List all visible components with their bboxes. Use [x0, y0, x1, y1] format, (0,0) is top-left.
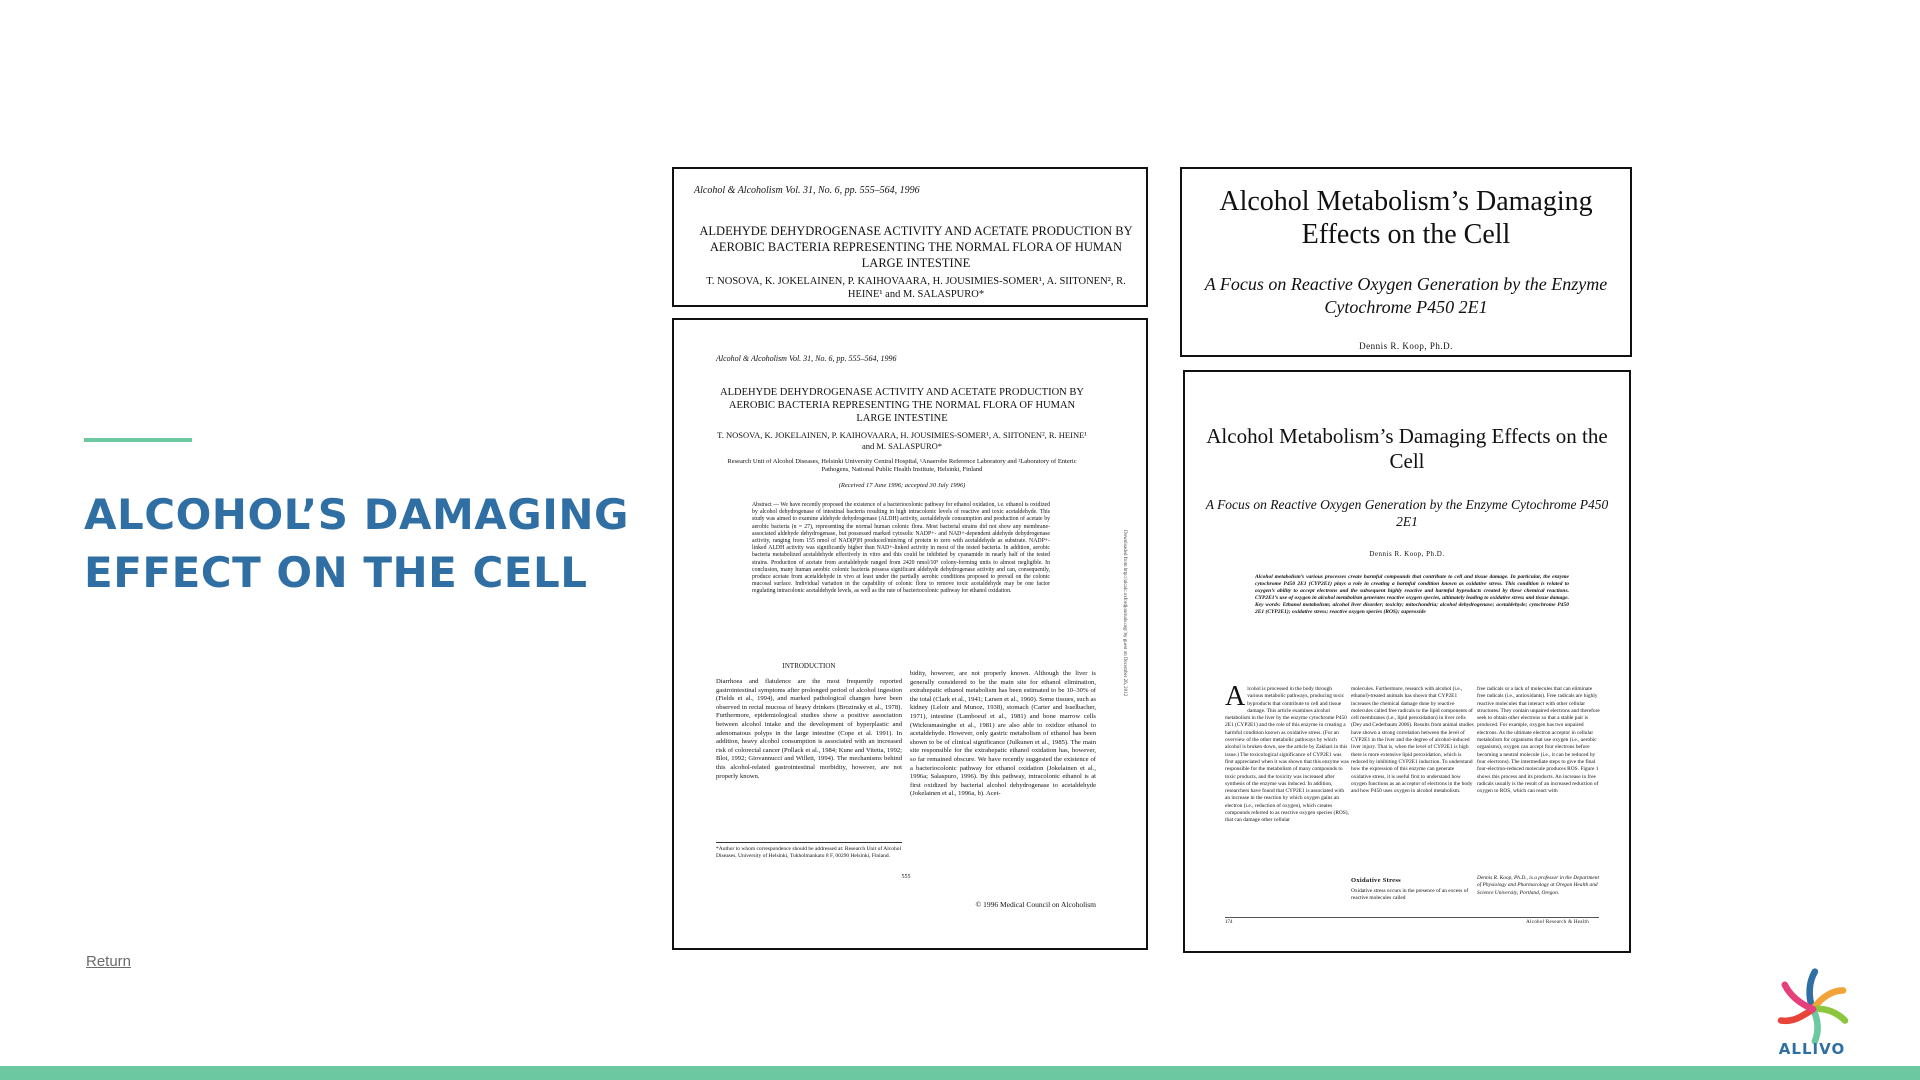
page-number: 555 [901, 874, 911, 880]
article-page-image-koop [1183, 370, 1631, 953]
return-link[interactable]: Return [86, 953, 132, 970]
journal-citation: Alcohol & Alcoholism Vol. 31, No. 6, pp. 555–564, 1996 [716, 354, 897, 363]
article-affiliation: Research Unit of Alcohol Diseases, Helsinki University Central Hospital, ¹Anaerobe Reference Laboratory and ²Laboratory of Enteric Pathogens, National Public Health Institute, Helsinki, Finland [727, 458, 1077, 473]
section-subheading: Oxidative Stress [1351, 877, 1401, 884]
article-abstract: Alcohol metabolism’s various processes create harmful compounds that contribute to cell and tissue damage. In particular, the enzyme cytochrome P450 2E1 (CYP2E1) plays a role in creating a harmful condition known as oxidative stress. This condition is related to oxygen’s ability to accept electrons and the subsequent highly reactive and harmful byproducts created by these chemical reactions. CYP2E1’s use of oxygen in alcohol metabolism generates reactive oxygen species, ultimately leading to oxidative stress and tissue damage. Key words: Ethanol metabolism; alcohol liver disorder; toxicity; mitochondria; alcohol dehydrogenase; acetaldehyde; cytochrome P450 2E1 (CYP2E1); oxidative stress; reactive oxygen species (ROS); superoxide [1255, 574, 1569, 615]
correspondence-footnote: *Author to whom correspondence should be addressed at: Research Unit of Alcohol Diseases, University of Helsinki, Tukholmankatu 8 F, 00290 Helsinki, Finland. [716, 842, 902, 860]
download-side-note: Downloaded from http://alcalc.oxfordjournals.org/ by guest on December 26, 2012 [1122, 530, 1127, 697]
journal-citation: Alcohol & Alcoholism Vol. 31, No. 6, pp. 555–564, 1996 [694, 185, 920, 196]
body-column-1-text: lcohol is processed in the body through various metabolic pathways, producing toxic byproducts that contribute to cell and tissue damage. This article examines alcohol metabolism in the liver by the enzyme cytochrome P450 2E1 (CYP2E1) and the role of this enzyme in creating a harmful condition known as oxidative stress. (For an overview of the other metabolic pathways by which alcohol is broken down, see the article by Zakhari in this issue.) The toxicological significance of CYP2E1 was first appreciated when it was shown that this enzyme was responsible for the metabolism of many compounds to toxic products, and the toxicity was increased after synthesis of the enzyme was induced. In addition, researchers have found that CYP2E1 is associated with an increase in the reaction by which oxygen gains an electron (i.e., reduction of oxygen), which creates compounds referred to as reactive oxygen species (ROS), that can damage other cellular [1225, 686, 1349, 824]
article-subtitle: A Focus on Reactive Oxygen Generation by the Enzyme Cytochrome P450 2E1 [1204, 274, 1608, 317]
article-title: ALDEHYDE DEHYDROGENASE ACTIVITY AND ACETATE PRODUCTION BY AEROBIC BACTERIA REPRESENTING THE NORMAL FLORA OF HUMAN LARGE INTESTINE [699, 224, 1133, 270]
article-header-image-koop [1180, 167, 1632, 357]
article-header-image-nosova [672, 167, 1148, 307]
article-received-dates: (Received 17 June 1996; accepted 30 July 1996) [838, 482, 966, 489]
article-abstract: Abstract — We have recently proposed the existence of a bacteriocolonic pathway for ethanol oxidation, i.e. ethanol is oxidized by alcohol dehydrogenase of intestinal bacteria resulting in high intracolonic levels of reactive and toxic acetaldehyde. This study was aimed to examine aldehyde dehydrogenase (ALDH) activity, acetaldehyde consumption and production of acetate by aerobic bacteria (n = 27), representing the normal human colonic flora. Most bacterial strains did not show any membrane-associated aldehyde dehydrogenase, but possessed marked cytosolic NADP+- and NAD+-dependent aldehyde dehydrogenase activity, ranging from 155 nmol of NAD(P)H produced/min/mg of protein to zero with acetaldehyde as substrate. NADP+-linked ALDH activity was significantly higher than NAD+-linked activity in most of the tested bacteria. In addition, aerobic bacteria metabolized acetaldehyde effectively in vitro and this could be inhibited by cyanamide in nearly half of the tested strains. Production of acetate from acetaldehyde ranged from 2420 nmol/10⁹ colony-forming units to almost negligible. In conclusion, many human aerobic colonic bacteria possess significant aldehyde dehydrogenase activity and can, consequently, produce acetate from acetaldehyde in vivo at least under the partially aerobic conditions proposed to prevail on the colonic mucosal surface. Individual variation in the capability of colonic flora to remove toxic acetaldehyde may be one factor regulating intracolonic acetaldehyde levels, as well as the rate of bacteriocolonic pathway for ethanol oxidation. [752, 502, 1050, 595]
drop-cap: A [1225, 681, 1246, 712]
section-heading: INTRODUCTION [782, 662, 836, 670]
article-author: Dennis R. Koop, Ph.D. [1369, 550, 1445, 558]
body-column-2: molecules. Furthermore, research with alcohol (i.e., ethanol)-treated animals has shown that CYP2E1 increases the chemical damage done by reactive molecules called free radicals to the lipid components of cell membranes (i.e., lipid peroxidation) in liver cells (Dey and Cederbaum 2006). Results from animal studies have shown a strong correlation between the level of CYP2E1 in the liver and the degree of alcohol-induced liver injury. That is, when the level of CYP2E1 is high there is more extensive lipid peroxidation, which is reduced by inhibiting CYP2E1 induction. To understand how the expression of this enzyme can generate oxidative stress, it is useful first to understand how oxygen functions as an acceptor of electrons in the body and how P450 uses oxygen in alcohol metabolism. [1351, 686, 1474, 795]
journal-footer: Alcohol Research & Health [1526, 920, 1589, 925]
slide-title: ALCOHOL’S DAMAGING EFFECT ON THE CELL [84, 490, 629, 597]
body-column-left: Diarrhoea and flatulence are the most frequently reported gastrointestinal symptoms after prolonged period of alcohol ingestion (Fields et al., 1994), and marked pathological changes have been observed in rectal mucosa of heavy drinkers (Brozinsky et al., 1978). Furthermore, epidemiological studies show a positive association between alcohol intake and the development of hyperplastic and adenomatous polyps in the large intestine (Cope et al. 1991). In addition, heavy alcohol consumption is associated with an increased risk of colorectal cancer (Pollack et al., 1984; Kune and Vitetta, 1992; Blot, 1992; Giovannucci and Willett, 1994). The mechanisms behind this alcohol-related gastrointestinal morbidity, however, are not properly known. [716, 678, 902, 780]
article-author: Dennis R. Koop, Ph.D. [1359, 341, 1453, 351]
article-title: ALDEHYDE DEHYDROGENASE ACTIVITY AND ACETATE PRODUCTION BY AEROBIC BACTERIA REPRESENTING THE NORMAL FLORA OF HUMAN LARGE INTESTINE [720, 387, 1084, 424]
body-column-2-continued: Oxidative stress occurs in the presence of an excess of reactive molecules called [1351, 888, 1469, 902]
author-bio: Dennis R. Koop, Ph.D., is a professor in the Department of Physiology and Pharmacology at Oregon Health and Science University, Portland, Oregon. [1477, 875, 1599, 896]
body-column-right: bidity, however, are not properly known. Although the liver is generally considered to be the main site for ethanol elimination, extrahepatic ethanol metabolism has been estimated to be 10–30% of the total (Clark et al., 1941; Larsen et al., 1960). Some tissues, such as kidney (Leloir and Munoz, 1938), stomach (Carter and Isselbacher, 1971), intestine (Lamboeuf et al., 1981) and bone marrow cells (Wickramasinghe et al., 1981) are also able to oxidize ethanol to acetaldehyde. However, only gastric metabolism of ethanol has been shown to be of clinical significance (Julkunen et al., 1985). The main site responsible for the extrahepatic ethanol oxidation has, however, so far remained obscure. We have recently suggested the existence of a bacteriocolonic pathway for ethanol oxidation (Jokelainen et al., 1996a; Salaspuro, 1996). By this pathway, intracolonic ethanol is at first oxidized by bacterial alcohol dehydrogenase to acetaldehyde (Jokelainen et al., 1996a, b). Acet- [910, 670, 1096, 798]
bottom-accent-bar [0, 1066, 1920, 1080]
article-page-image-nosova [672, 318, 1148, 950]
article-title: Alcohol Metabolism’s Damaging Effects on the Cell [1206, 424, 1608, 473]
copyright-line: © 1996 Medical Council on Alcoholism [975, 900, 1096, 909]
body-column-3: free radicals or a lack of molecules that can eliminate free radicals (i.e., antioxidants). Free radicals are highly reactive molecules that interact with other cellular structures. They contain unpaired electrons and therefore seek to obtain other electrons so that a stable pair is produced. For example, oxygen has two unpaired electrons. As the ultimate electron acceptor in cellular metabolism for organisms that use oxygen (i.e., aerobic organisms), oxygen can accept four electrons before becoming a neutral molecule (i.e., it can be reduced by four electrons). The intermediate steps to give the final four-electron-reduced molecule produces ROS. Figure 1 shows this process and its products. An increase in free radicals usually is the result of an increased reduction of oxygen to ROS, which can react with [1477, 686, 1600, 795]
footer-rule [1225, 917, 1599, 918]
article-authors: T. NOSOVA, K. JOKELAINEN, P. KAIHOVAARA, H. JOUSIMIES-SOMER¹, A. SIITONEN², R. HEINE¹ and M. SALASPURO* [706, 276, 1126, 300]
article-authors: T. NOSOVA, K. JOKELAINEN, P. KAIHOVAARA, H. JOUSIMIES-SOMER¹, A. SIITONEN², R. HEINE¹ and M. SALASPURO* [717, 430, 1087, 451]
article-title: Alcohol Metabolism’s Damaging Effects on the Cell [1219, 186, 1593, 250]
title-accent-line [84, 438, 192, 442]
logo-wordmark: ALLIVO [1778, 1040, 1846, 1058]
page-number: 174 [1225, 920, 1233, 925]
article-subtitle: A Focus on Reactive Oxygen Generation by the Enzyme Cytochrome P450 2E1 [1205, 497, 1609, 529]
body-column-1 [1225, 681, 1349, 825]
